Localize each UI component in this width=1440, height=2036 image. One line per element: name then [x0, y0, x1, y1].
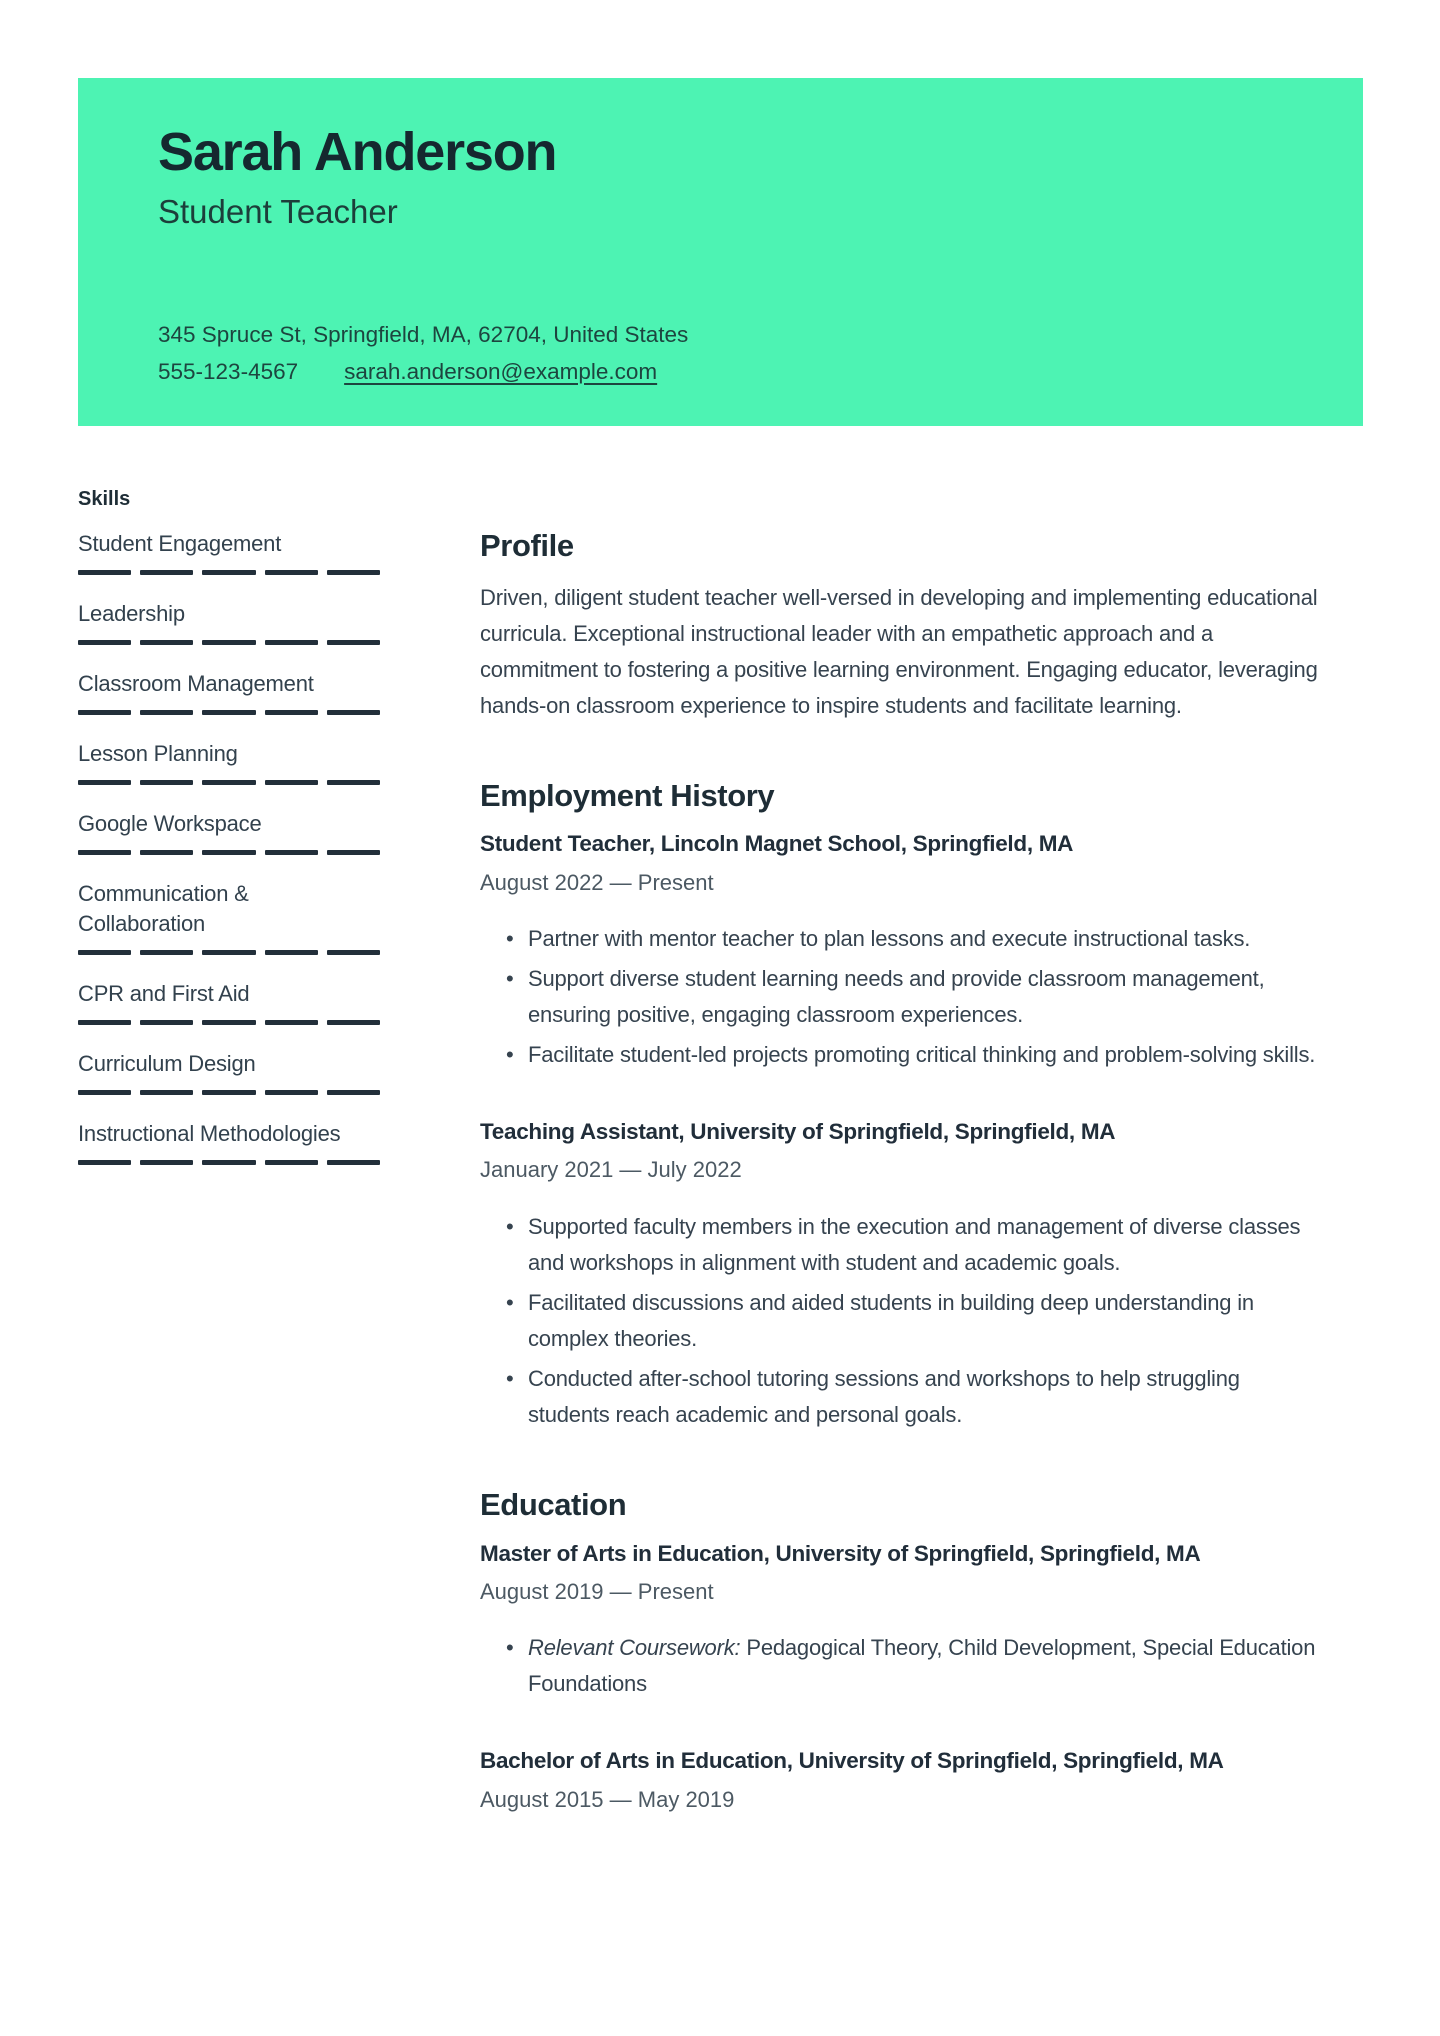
job-dates: January 2021 — July 2022 [480, 1157, 742, 1183]
skill-item [78, 599, 380, 645]
skill-level-bar [78, 710, 380, 715]
job-entry [480, 829, 1362, 1073]
education-heading: Education [480, 1486, 627, 1522]
skill-level-segment [140, 1090, 193, 1095]
skill-level-bar [78, 1090, 380, 1095]
skill-level-segment [140, 1020, 193, 1025]
jobs-list [480, 829, 1362, 1433]
skill-level-segment [78, 640, 131, 645]
skill-level-bar [78, 570, 380, 575]
skill-level-segment [265, 570, 318, 575]
skill-level-bar [78, 950, 380, 955]
skill-level-segment [202, 1020, 255, 1025]
contact-address: 345 Spruce St, Springfield, MA, 62704, United States [158, 322, 689, 347]
skill-level-segment [327, 640, 380, 645]
skill-level-segment [78, 1090, 131, 1095]
job-dates: August 2022 — Present [480, 869, 714, 895]
skill-level-segment [140, 780, 193, 785]
skill-level-segment [78, 710, 131, 715]
job-bullet: • Facilitated discussions and aided students in building deep understanding in complex theories. [480, 1285, 1325, 1357]
skills-heading: Skills [78, 488, 131, 510]
profile-section [480, 528, 1362, 724]
degree-bullets [480, 1630, 1362, 1702]
candidate-name: Sarah Anderson [158, 122, 557, 182]
skill-level-segment [265, 780, 318, 785]
contact-email-link[interactable]: sarah.anderson@example.com [344, 359, 658, 384]
skill-level-segment [202, 950, 255, 955]
job-title: Student Teacher, Lincoln Magnet School, Springfield, MA [480, 831, 1074, 857]
skills-sidebar [78, 488, 380, 1868]
skills-list [78, 529, 380, 1165]
job-bullet: • Supported faculty members in the execution and management of diverse classes and workshops in alignment with student and academic goals. [480, 1209, 1325, 1281]
job-bullet: • Partner with mentor teacher to plan lessons and execute instructional tasks. [480, 921, 1325, 957]
skill-label: Curriculum Design [78, 1051, 256, 1076]
skill-level-segment [265, 640, 318, 645]
job-bullet: • Facilitate student-led projects promoting critical thinking and problem-solving skills. [480, 1037, 1325, 1073]
skill-label: Student Engagement [78, 531, 282, 556]
contact-block [158, 316, 1303, 390]
job-bullets [480, 921, 1362, 1073]
skill-level-segment [265, 1020, 318, 1025]
skill-level-segment [140, 850, 193, 855]
skill-level-segment [202, 710, 255, 715]
profile-text: Driven, diligent student teacher well-versed in developing and implementing educational curricula. Exceptional instructional leader with an empathetic approach and a commitment to fostering a positive learning environment. Engaging educator, leveraging hands-on classroom experience to inspire students and facilitate learning. [480, 584, 1318, 718]
skill-level-bar [78, 1160, 380, 1165]
skill-level-segment [202, 780, 255, 785]
resume-header [78, 78, 1363, 426]
education-section [480, 1487, 1362, 1814]
skill-level-segment [78, 570, 131, 575]
skill-level-segment [202, 1090, 255, 1095]
skill-item [78, 979, 380, 1025]
employment-heading: Employment History [480, 777, 775, 813]
skill-label: Instructional Methodologies [78, 1121, 341, 1146]
skill-item [78, 1049, 380, 1095]
job-bullet: • Support diverse student learning needs and provide classroom management, ensuring positive, engaging classroom experiences. [480, 961, 1325, 1033]
skill-level-bar [78, 1020, 380, 1025]
skill-level-segment [140, 640, 193, 645]
skill-level-segment [265, 850, 318, 855]
candidate-job-title: Student Teacher [158, 193, 398, 231]
skill-level-bar [78, 850, 380, 855]
skill-item [78, 1119, 380, 1165]
profile-heading: Profile [480, 528, 574, 563]
skill-level-segment [327, 780, 380, 785]
skill-level-segment [265, 710, 318, 715]
skill-level-bar [78, 780, 380, 785]
skill-level-segment [327, 570, 380, 575]
skill-level-segment [265, 1160, 318, 1165]
skill-item [78, 529, 380, 575]
degree-entry [480, 1746, 1362, 1814]
content-columns [78, 488, 1362, 1868]
contact-phone: 555-123-4567 [158, 359, 299, 384]
skill-level-segment [265, 1090, 318, 1095]
skill-level-segment [202, 640, 255, 645]
job-entry [480, 1117, 1362, 1433]
skill-level-segment [327, 1020, 380, 1025]
skill-level-bar [78, 640, 380, 645]
skill-level-segment [78, 850, 131, 855]
skill-level-segment [202, 850, 255, 855]
skill-label: CPR and First Aid [78, 981, 250, 1006]
skill-level-segment [327, 710, 380, 715]
skill-level-segment [140, 950, 193, 955]
skill-level-segment [78, 950, 131, 955]
coursework-lead: Relevant Coursework: [528, 1635, 741, 1661]
skill-label: Classroom Management [78, 671, 314, 696]
skill-level-segment [327, 1160, 380, 1165]
skill-level-segment [265, 950, 318, 955]
skill-label: Google Workspace [78, 811, 262, 836]
skill-level-segment [327, 850, 380, 855]
skill-level-segment [78, 780, 131, 785]
degree-title: Bachelor of Arts in Education, University of Springfield, Springfield, MA [480, 1748, 1224, 1774]
skill-level-segment [78, 1160, 131, 1165]
skill-label: Leadership [78, 601, 185, 626]
degree-dates: August 2015 — May 2019 [480, 1786, 735, 1812]
skill-level-segment [140, 710, 193, 715]
main-content [480, 488, 1362, 1868]
degree-title: Master of Arts in Education, University of Springfield, Springfield, MA [480, 1540, 1201, 1566]
skill-label: Lesson Planning [78, 741, 238, 766]
skill-item [78, 739, 380, 785]
degree-dates: August 2019 — Present [480, 1578, 714, 1604]
degree-entry [480, 1539, 1362, 1703]
skill-level-segment [140, 570, 193, 575]
degrees-list [480, 1539, 1362, 1815]
skill-level-segment [78, 1020, 131, 1025]
job-bullet: • Conducted after-school tutoring sessions and workshops to help struggling students reach academic and personal goals. [480, 1361, 1325, 1433]
degree-bullet: • Relevant Coursework: Pedagogical Theory, Child Development, Special Education Foundations [480, 1630, 1325, 1702]
skill-level-segment [202, 570, 255, 575]
skill-level-segment [140, 1160, 193, 1165]
skill-label: Communication & Collaboration [78, 881, 249, 936]
skill-level-segment [327, 950, 380, 955]
skill-level-segment [327, 1090, 380, 1095]
skill-item [78, 879, 380, 955]
contact-row [158, 353, 1303, 390]
skill-level-segment [202, 1160, 255, 1165]
skill-item [78, 669, 380, 715]
job-title: Teaching Assistant, University of Springfield, Springfield, MA [480, 1119, 1116, 1145]
job-bullets [480, 1209, 1362, 1433]
employment-section [480, 778, 1362, 1433]
skill-item [78, 809, 380, 855]
